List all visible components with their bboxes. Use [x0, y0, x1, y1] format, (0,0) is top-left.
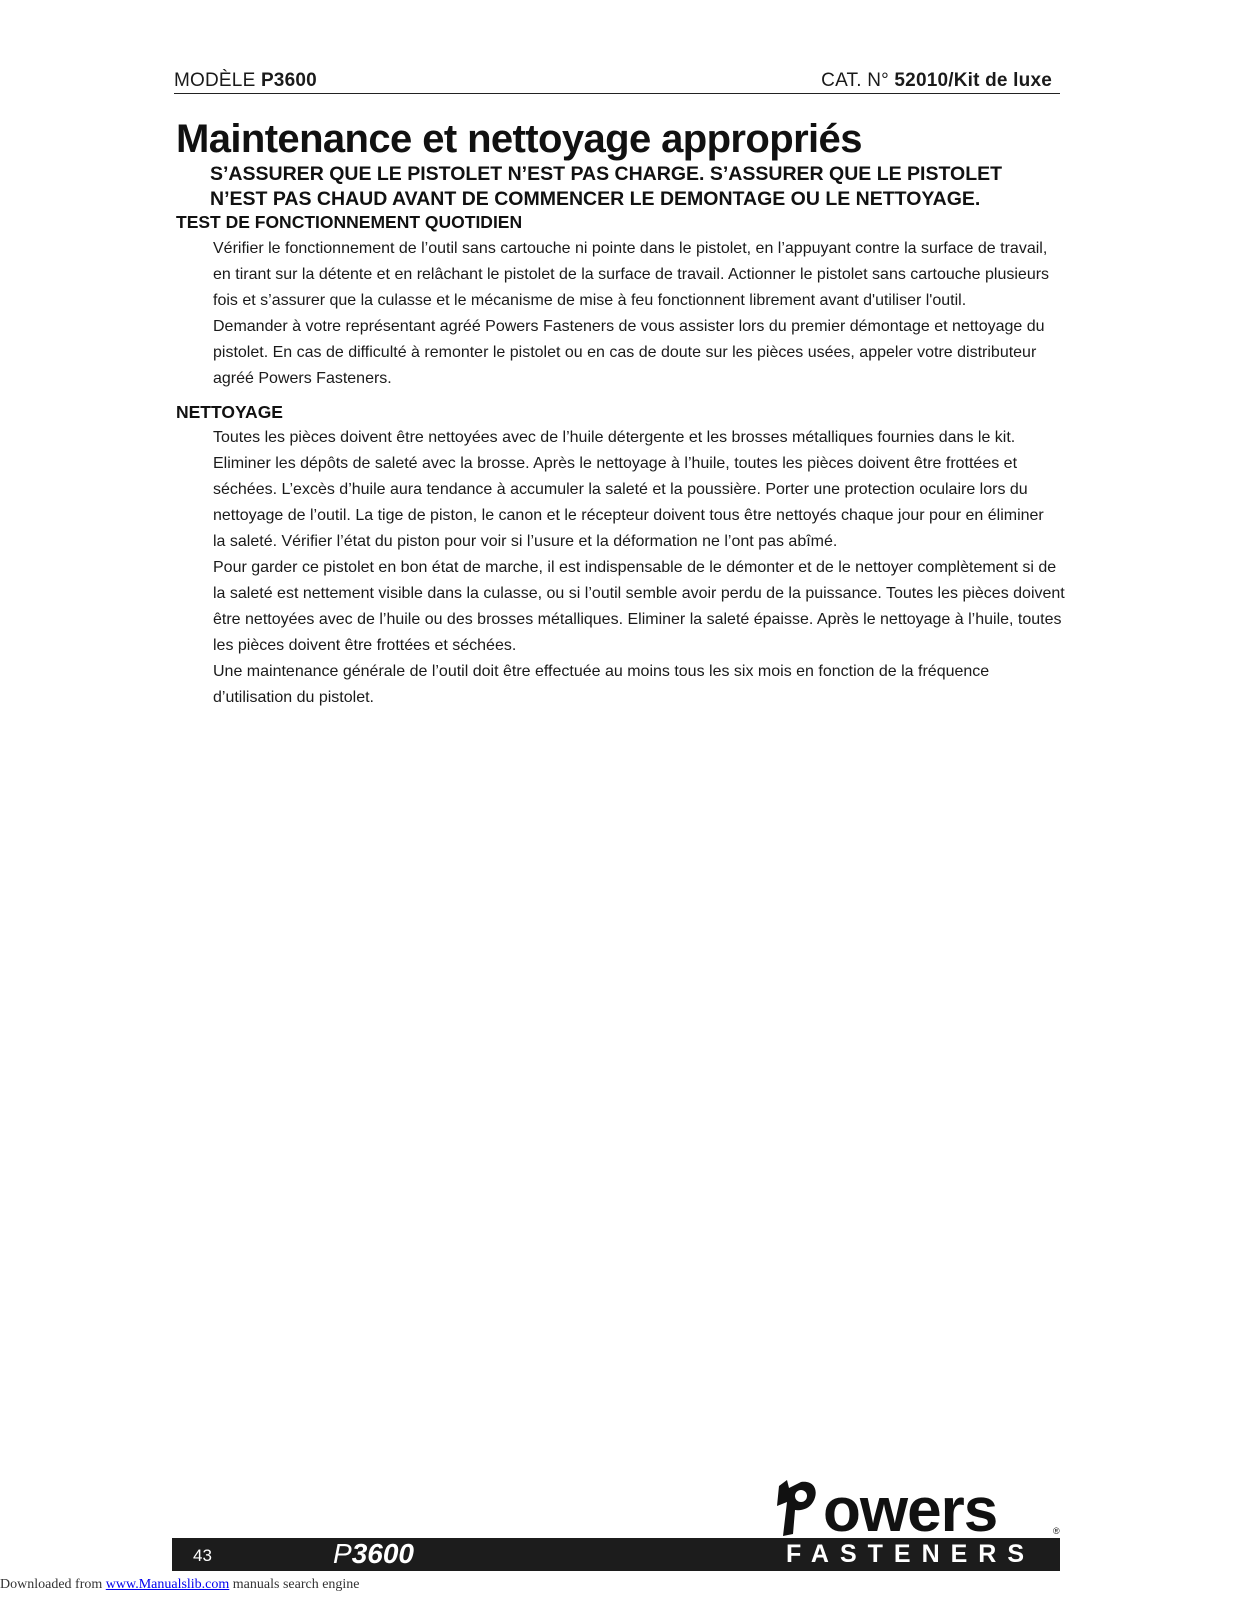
text-line: d’utilisation du pistolet.: [213, 689, 374, 706]
text-line: Demander à votre représentant agréé Powers Fasteners de vous assister lors du premier démontage et nettoyage du: [213, 318, 1045, 335]
text-line: pistolet. En cas de difficulté à remonter le pistolet ou en cas de doute sur les pièces usées, appeler votre distributeur: [213, 344, 1037, 361]
manualslib-link[interactable]: www.Manualslib.com: [105, 1577, 230, 1592]
registered-mark: ®: [1053, 1526, 1060, 1536]
logo-subtitle: FASTENERS: [786, 1540, 1036, 1568]
logo-wordmark: owers: [823, 1476, 998, 1545]
page-header: [174, 68, 1060, 94]
warning-line: N’EST PAS CHAUD AVANT DE COMMENCER LE DEMONTAGE OU LE NETTOYAGE.: [210, 188, 981, 210]
safety-warning: [210, 162, 1066, 212]
warning-line: S’ASSURER QUE LE PISTOLET N’EST PAS CHARGE. S’ASSURER QUE LE PISTOLET: [210, 163, 1003, 185]
text-line: les pièces doivent être frottées et séchées.: [213, 637, 517, 654]
text-line: être nettoyées avec de l’huile ou des brosses métalliques. Eliminer la saleté épaisse. Après le nettoyage à l’huile, toutes: [213, 611, 1062, 628]
section-heading-cleaning: NETTOYAGE: [176, 402, 283, 422]
text-line: la saleté. Vérifier l’état du piston pour voir si l’usure et la déformation ne l’ont pas abîmé.: [213, 533, 838, 550]
section-body-daily-test: [213, 236, 1049, 392]
text-line: Toutes les pièces doivent être nettoyées avec de l’huile détergente et les brosses métalliques fournies dans le kit.: [213, 429, 1016, 446]
text-line: en tirant sur la détente et en relâchant le pistolet de la surface de travail. Actionner le pistolet sans cartouche plusieurs: [213, 266, 1050, 283]
text-line: Une maintenance générale de l’outil doit être effectuée au moins tous les six mois en fonction de la fréquence: [213, 663, 990, 680]
text-line: Pour garder ce pistolet en bon état de marche, il est indispensable de le démonter et de le nettoyer complètement si de: [213, 559, 1057, 576]
text-line: agréé Powers Fasteners.: [213, 370, 392, 387]
text-line: Eliminer les dépôts de saleté avec la brosse. Après le nettoyage à l’huile, toutes les pièces doivent être frottées et: [213, 455, 1018, 472]
catalog-label: CAT. N° 52010/Kit de luxe: [821, 70, 1052, 91]
page-title: Maintenance et nettoyage appropriés: [176, 117, 862, 161]
footer-model: P3600: [333, 1538, 414, 1569]
text-line: la saleté est nettement visible dans la culasse, ou si l’outil semble avoir perdu de la puissance. Toutes les pièces doivent: [213, 585, 1065, 602]
download-note: Downloaded from www.Manualslib.com manuals search engine: [0, 1577, 360, 1592]
page-number: 43: [193, 1546, 212, 1565]
text-line: Vérifier le fonctionnement de l’outil sans cartouche ni pointe dans le pistolet, en l’appuyant contre la surface de travail,: [213, 240, 1048, 257]
text-line: séchées. L’excès d’huile aura tendance à accumuler la saleté et la poussière. Porter une protection oculaire lors du: [213, 481, 1028, 498]
text-line: nettoyage de l’outil. La tige de piston, le canon et le récepteur doivent tous être nettoyés chaque jour pour en éliminer: [213, 507, 1044, 524]
section-body-cleaning: [213, 425, 1065, 711]
text-line: fois et s’assurer que la culasse et le mécanisme de mise à feu fonctionnent librement avant d'utiliser l'outil.: [213, 292, 967, 309]
model-label: MODÈLE P3600: [174, 70, 317, 91]
section-heading-daily-test: TEST DE FONCTIONNEMENT QUOTIDIEN: [176, 212, 523, 232]
